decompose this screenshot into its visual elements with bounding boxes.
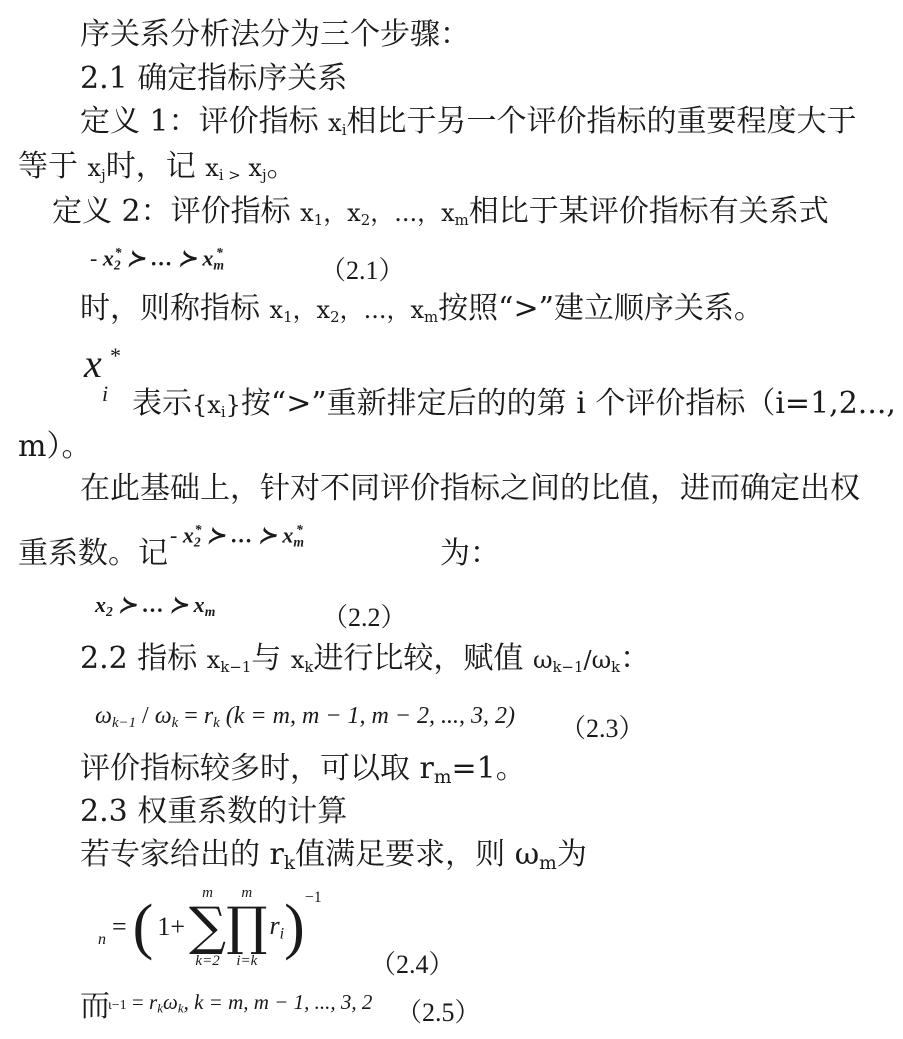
equation-2-5: $\iota-1 = r_k\omega_k$, k = m, m − 1, ..., 3, 2 — [108, 990, 373, 1016]
equation-2-3: $\omega_{k-1} / \omega_k = r_k$ (k = m, m − 1, m − 2, ..., 3, 2) — [95, 703, 515, 732]
basis-line-2: 重系数。记 — [18, 536, 168, 571]
equation-2-5-lead: 而 — [80, 989, 110, 1024]
xi-description-line: 表示$\{x_i\}$按“>”重新排定后的的第 i 个评价指标（i=1,2..., — [132, 386, 896, 422]
xi-description-line-2: m）。 — [18, 429, 92, 464]
definition-1-line-1: 定义 1：评价指标 $x_i$相比于另一个评价指标的重要程度大于 — [80, 104, 857, 140]
basis-line-2-end: 为： — [440, 536, 500, 571]
basis-inline-equation: - $x_2^*$ ≻ … ≻ $x_m^*$ — [170, 522, 304, 550]
equation-2-5-label: （2.5） — [396, 998, 481, 1027]
equation-2-1: - $x_2^*$ ≻ … ≻ $x_m^*$ — [90, 245, 224, 273]
equation-2-2-label: （2.2） — [322, 603, 407, 632]
equation-2-4-label: （2.4） — [370, 950, 455, 979]
definition-2-line: 定义 2：评价指标 $x_1$，$x_2$，...，$x_m$相比于某评价指标有关系式 — [52, 194, 829, 230]
expert-line: 若专家给出的 $r_k$值满足要求，则 $\omega_m$为 — [80, 837, 587, 875]
basis-line-1: 在此基础上，针对不同评价指标之间的比值，进而确定出权 — [80, 471, 860, 506]
equation-2-3-label: （2.3） — [560, 714, 645, 743]
section-2-1-heading: 2.1 确定指标序关系 — [80, 61, 348, 96]
definition-1-line-2: 等于 $x_j$时，记 $x_{i >}$ $x_j$。 — [18, 149, 297, 185]
equation-2-4: n = ( 1+ m ∑ k=2 m ∏ i=k $r_i$ ) −1 — [98, 885, 322, 969]
order-relation-line: 时，则称指标 $x_1$，$x_2$，...，$x_m$按照“>”建立顺序关系。 — [80, 291, 764, 327]
intro-text: 序关系分析法分为三个步骤： — [80, 17, 470, 52]
section-2-2-line: 2.2 指标 $x_{k-1}$与 $x_k$进行比较，赋值 $\omega_{k-1}/\omega_k$： — [80, 641, 651, 677]
many-indices-line: 评价指标较多时，可以取 $r_m=1$。 — [80, 751, 526, 789]
equation-2-1-label: （2.1） — [320, 256, 405, 285]
section-2-3-heading: 2.3 权重系数的计算 — [80, 794, 348, 829]
intro-line — [80, 16, 470, 54]
xi-star-symbol: x * i — [84, 341, 121, 406]
equation-2-2: $x_2$ ≻ … ≻ $x_m$ — [95, 592, 216, 619]
